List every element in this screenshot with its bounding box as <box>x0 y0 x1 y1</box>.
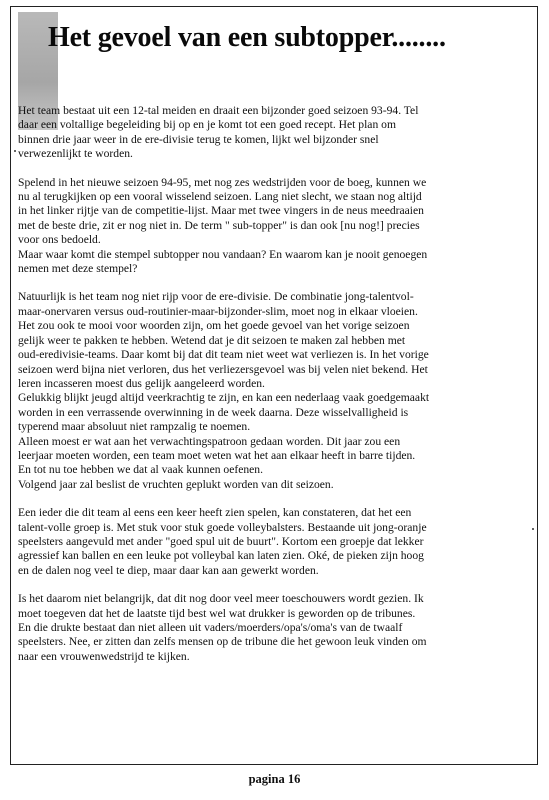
footer-rule <box>10 764 538 765</box>
text-line: Het zou ook te mooi voor woorden zijn, om het goede gevoel van het vorige seizoen <box>18 319 410 333</box>
scan-speck <box>532 528 534 530</box>
page-number: pagina 16 <box>248 772 301 786</box>
text-line: en de dalen nog veel te diep, maar daar kan aan gewerkt worden. <box>18 563 319 577</box>
text-line: verwezenlijkt te worden. <box>18 147 133 161</box>
text-line: Gelukkig blijkt jeugd altijd veerkrachtig te zijn, en kan een nederlaag vaak goedgemaakt <box>18 391 430 405</box>
text-line: daar een voltallige begeleiding bij op en je komt tot een goed recept. Het plan om <box>18 118 396 132</box>
paragraph-1 <box>18 104 518 162</box>
text-line: typerend maar absoluut niet rampzalig te noemen. <box>18 420 251 434</box>
text-line: naar een vrouwenwedstrijd te kijken. <box>18 649 190 663</box>
text-line: in het linker rijtje van de competitie-lijst. Maar met twee vingers in de neus meedraaien <box>18 204 424 218</box>
text-line: Maar waar komt die stempel subtopper nou vandaan? En waarom kan je nooit genoegen <box>18 247 428 261</box>
text-line: Een ieder die dit team al eens een keer heeft zien spelen, kan constateren, dat het een <box>18 506 412 520</box>
page-title: Het gevoel van een subtopper........ <box>48 22 446 53</box>
scan-speck <box>14 150 16 152</box>
text-line: Spelend in het nieuwe seizoen 94-95, met nog zes wedstrijden voor de boeg, kunnen we <box>18 175 427 189</box>
text-line: Het team bestaat uit een 12-tal meiden en draait een bijzonder goed seizoen 93-94. Tel <box>18 104 419 117</box>
article-body <box>18 104 518 678</box>
paragraph-5 <box>18 592 518 664</box>
text-line: moet toegeven dat het de laatste tijd best wel wat drukker is geworden op de tribunes. <box>18 606 416 620</box>
text-line: worden in een verrassende overwinning in de week daarna. Deze wisselvalligheid is <box>18 405 409 419</box>
text-line: agressief kan ballen en een leuke pot volleybal kan laten zien. Oké, de pieken zijn hoog <box>18 549 424 563</box>
text-line: voor ons bedoeld. <box>18 233 101 247</box>
text-line: Natuurlijk is het team nog niet rijp voor de ere-divisie. De combinatie jong-talentvol- <box>18 290 414 304</box>
text-line: speelsters. Nee, er zitten dan zelfs mensen op de tribune die het gewoon leuk vinden om <box>18 635 427 649</box>
paragraph-3 <box>18 290 518 492</box>
text-line: oud-eredivisie-teams. Daar komt bij dat dit team niet weet wat verliezen is. In het vorige <box>18 348 429 362</box>
paragraph-4 <box>18 506 518 578</box>
text-line: leren incasseren moest dus gelijk aangeleerd worden. <box>18 376 265 390</box>
text-line: binnen drie jaar weer in de ere-divisie terug te komen, lijkt wel bijzonder snel <box>18 132 379 146</box>
text-line: seizoen werd bijna niet verloren, dus het verliezersgevoel was bij velen niet bekend. Het <box>18 362 428 376</box>
text-line: Is het daarom niet belangrijk, dat dit nog door veel meer toeschouwers wordt gezien. Ik <box>18 592 424 606</box>
text-line: Alleen moest er wat aan het verwachtingspatroon gedaan worden. Dit jaar zou een <box>18 434 401 448</box>
text-line: En tot nu toe hebben we dat al vaak kunnen oefenen. <box>18 463 263 477</box>
text-line: met de beste drie, zit er nog niet in. De term " sub-topper" is dan ook [nu nog!] precies <box>18 218 420 232</box>
text-line: nu al terugkijken op een vooral wisselend seizoen. Lang niet slecht, we staan nog altijd <box>18 190 422 204</box>
text-line: speelsters aangevuld met ander "goed spul uit de buurt". Kortom een groepje dat lekker <box>18 534 424 548</box>
text-line: Volgend jaar zal beslist de vruchten geplukt worden van dit seizoen. <box>18 477 334 491</box>
text-line: leerjaar moeten worden, een team moet weten wat het aan elkaar heeft in barre tijden. <box>18 448 416 462</box>
text-line: talent-volle groep is. Met stuk voor stuk goede volleybalsters. Bestaande uit jong-oranje <box>18 520 427 534</box>
text-line: En die drukte bestaat dan niet alleen uit vaders/moerders/opa's/oma's van de twaalf <box>18 621 403 634</box>
text-line: maar-onervaren versus oud-routinier-maar-bijzonder-slim, moet nog in elkaar vloeien. <box>18 304 418 318</box>
text-line: nemen met deze stempel? <box>18 262 138 276</box>
paragraph-2 <box>18 176 518 277</box>
text-line: gelijk weer te pakken te hebben. Wetend dat je dit seizoen te maken zal hebben met <box>18 333 406 347</box>
